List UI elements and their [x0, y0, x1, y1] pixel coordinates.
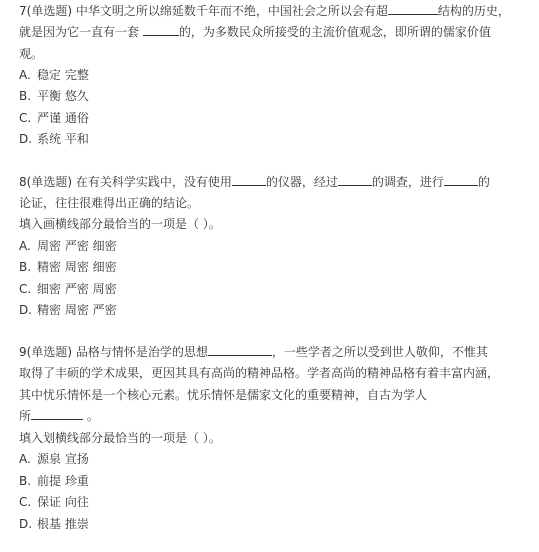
option-a[interactable]: A. 周密 严密 细密	[19, 239, 117, 253]
blank	[31, 408, 83, 420]
option-c[interactable]: C. 保证 向往	[19, 495, 89, 509]
option-a[interactable]: A. 源泉 宣扬	[19, 452, 89, 466]
blank	[208, 344, 272, 356]
question-9-prompt: 填入划横线部分最恰当的一项是（ ）。	[19, 431, 221, 445]
option-b[interactable]: B. 精密 周密 细密	[19, 260, 117, 274]
question-number: 7	[19, 4, 27, 18]
question-9-stem-line-3: 其中忧乐情怀是一个核心元素。忧乐情怀是儒家文化的重要精神，自古为学人	[19, 388, 428, 402]
blank	[143, 24, 179, 36]
blank	[444, 174, 478, 186]
question-8-prompt: 填入画横线部分最恰当的一项是（ ）。	[19, 217, 221, 231]
option-b[interactable]: B. 平衡 悠久	[19, 89, 89, 103]
question-7-stem-line-1: 7(单选题) 中华文明之所以绵延数千年而不绝，中国社会之所以会有超 结构的历史，	[19, 4, 510, 18]
blank	[388, 3, 438, 15]
question-7-stem-line-3: 观。	[19, 47, 44, 61]
question-7-stem-line-2: 就是因为它一直有一套 的，为多数民众所接受的主流价值观念，即所谓的儒家价值	[19, 25, 491, 39]
question-9-stem-line-1: 9(单选题) 品格与情怀是治学的思想 ，一些学者之所以受到世人敬仰，不惟其	[19, 345, 488, 359]
blank	[232, 174, 266, 186]
question-8-stem-line-1: 8(单选题) 在有关科学实践中，没有使用 的仪器，经过 的调查，进行 的	[19, 175, 490, 189]
option-d[interactable]: D. 系统 平和	[19, 132, 89, 146]
question-type: (单选题)	[26, 345, 73, 359]
option-c[interactable]: C. 细密 严密 周密	[19, 282, 117, 296]
question-number: 8	[19, 175, 27, 189]
option-b[interactable]: B. 前提 珍重	[19, 474, 89, 488]
option-d[interactable]: D. 精密 周密 严密	[19, 303, 117, 317]
question-9-stem-line-4: 所 。	[19, 409, 99, 423]
option-d[interactable]: D. 根基 推崇	[19, 517, 89, 531]
question-type: (单选题)	[26, 175, 73, 189]
option-c[interactable]: C. 严谨 通俗	[19, 111, 89, 125]
question-9-stem-line-2: 取得了丰硕的学术成果，更因其具有高尚的精神品格。学者高尚的精神品格有着丰富内涵，	[19, 366, 500, 380]
question-number: 9	[19, 345, 27, 359]
blank	[338, 174, 372, 186]
question-8-stem-line-2: 论证，往往很难得出正确的结论。	[19, 196, 200, 210]
question-type: (单选题)	[26, 4, 73, 18]
option-a[interactable]: A. 稳定 完整	[19, 68, 89, 82]
